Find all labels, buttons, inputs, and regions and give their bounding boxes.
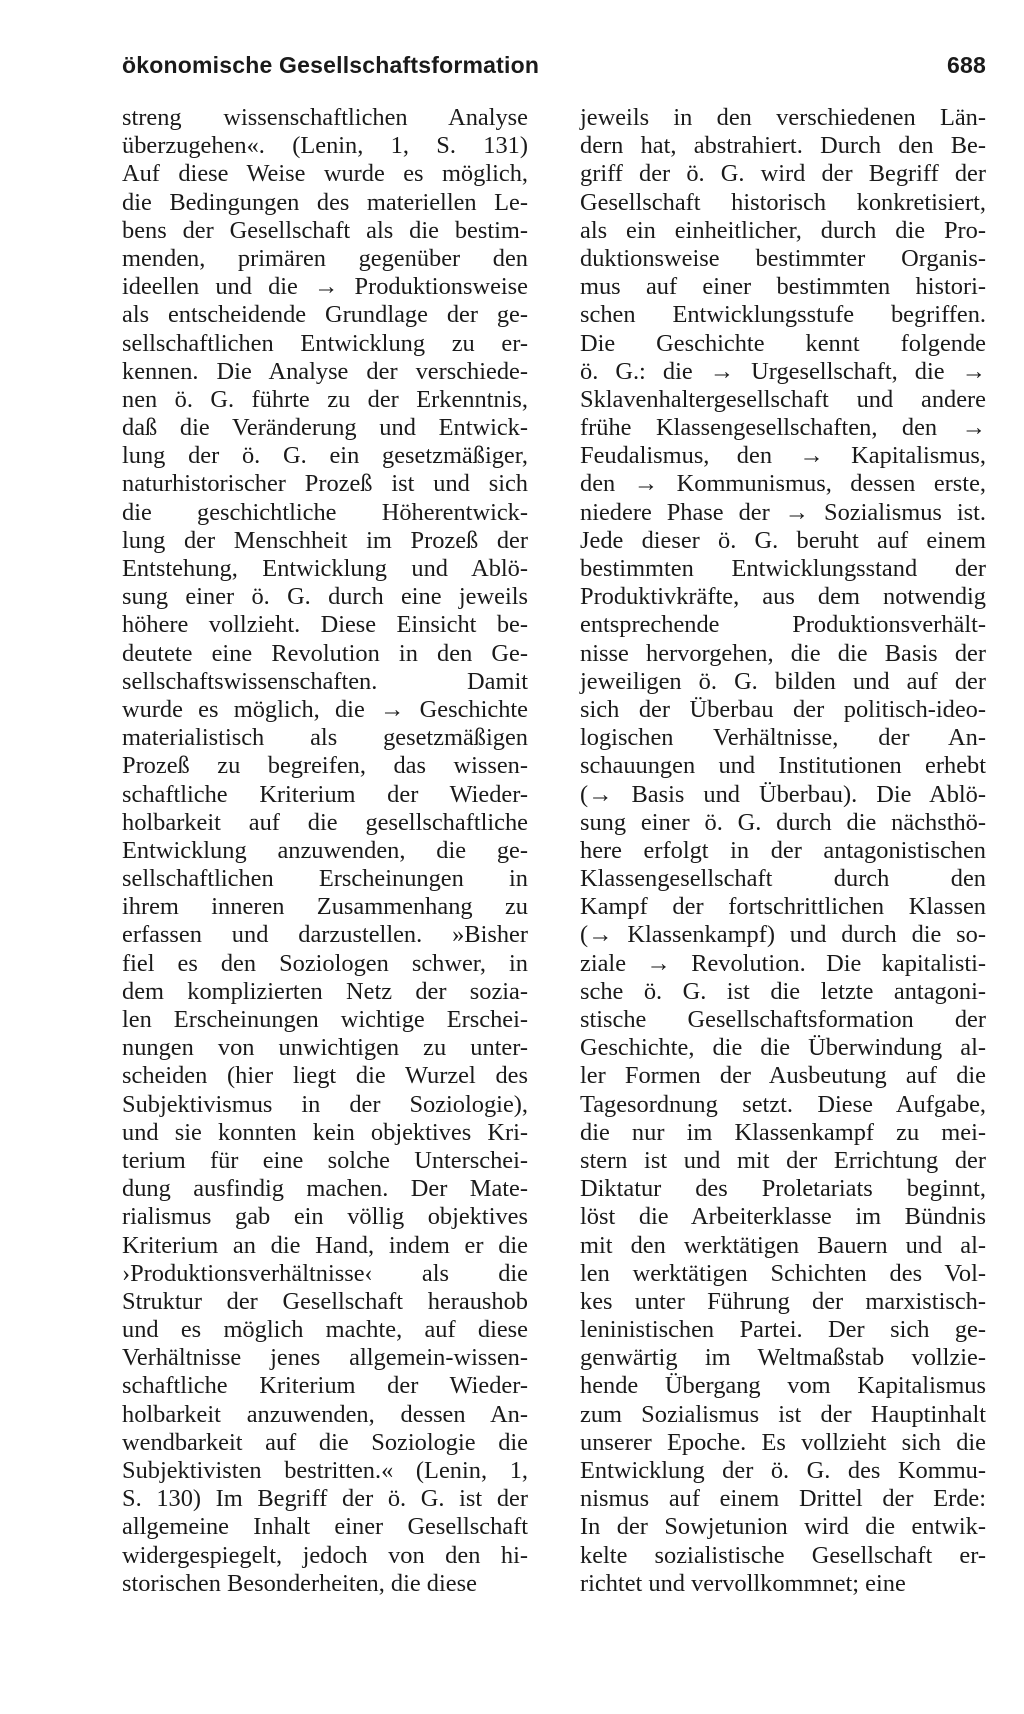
text-line: höhere vollzieht. Diese Einsicht be- (122, 611, 528, 639)
text-line: (→ Basis und Überbau). Die Ablö- (580, 780, 986, 808)
text-line: allgemeine Inhalt einer Gesellschaft (122, 1513, 528, 1541)
text-line: jeweils in den verschiedenen Län- (580, 104, 986, 131)
text-line: schaftliche Kriterium der Wieder- (122, 780, 528, 808)
text-line: jeweiligen ö. G. bilden und auf der (580, 667, 986, 695)
text-line: here erfolgt in der antagonistischen (580, 836, 986, 864)
text-line: ler Formen der Ausbeutung auf die (580, 1062, 986, 1090)
text-line: leninistischen Partei. Der sich ge- (580, 1316, 986, 1344)
text-line: Struktur der Gesellschaft heraushob (122, 1287, 528, 1315)
text-line: Entstehung, Entwicklung und Ablö- (122, 555, 528, 582)
text-line: sellschaftlichen Entwicklung zu er- (122, 329, 528, 357)
text-line: ideellen und die → Produktionsweise (122, 273, 528, 301)
text-line: entsprechende Produktionsverhält- (580, 611, 986, 639)
right-text-column (580, 104, 986, 1598)
text-line: sich der Überbau der politisch-ideo- (580, 695, 986, 723)
text-line: Kriterium an die Hand, indem er die (122, 1231, 528, 1259)
text-line: lung der Menschheit im Prozeß der (122, 526, 528, 554)
text-line: stische Gesellschaftsformation der (580, 1006, 986, 1033)
text-line: streng wissenschaftlichen Analyse (122, 104, 528, 131)
text-line: die nur im Klassenkampf zu mei- (580, 1118, 986, 1146)
text-line: die Bedingungen des materiellen Le- (122, 188, 528, 216)
text-line: Sklavenhaltergesellschaft und andere (580, 385, 986, 413)
text-line: Diktatur des Proletariats beginnt, (580, 1175, 986, 1203)
text-line: In der Sowjetunion wird die entwik- (580, 1513, 986, 1541)
text-line: und es möglich machte, auf diese (122, 1316, 528, 1344)
text-line: schauungen und Institutionen erhebt (580, 752, 986, 780)
text-line: Die Geschichte kennt folgende (580, 329, 986, 357)
text-line: erfassen und darzustellen. »Bisher (122, 921, 528, 949)
text-line: wendbarkeit auf die Soziologie die (122, 1428, 528, 1456)
text-line: niedere Phase der → Sozialismus ist. (580, 498, 986, 526)
text-line: materialistisch als gesetzmäßigen (122, 724, 528, 752)
text-line: ›Produktionsverhältnisse‹ als die (122, 1259, 528, 1287)
text-line: nungen von unwichtigen zu unter- (122, 1034, 528, 1062)
left-text-column (122, 104, 528, 1598)
text-line: frühe Klassengesellschaften, den → (580, 414, 986, 442)
text-line: Prozeß zu begreifen, das wissen- (122, 752, 528, 780)
text-line: Subjektivisten bestritten.« (Lenin, 1, (122, 1457, 528, 1484)
text-line: sellschaftlichen Erscheinungen in (122, 865, 528, 893)
text-line: mit den werktätigen Bauern und al- (580, 1231, 986, 1259)
text-line: stern ist und mit der Errichtung der (580, 1146, 986, 1174)
text-line: dern hat, abstrahiert. Durch den Be- (580, 132, 986, 160)
text-line: holbarkeit auf die gesellschaftliche (122, 808, 528, 836)
text-line: hende Übergang vom Kapitalismus (580, 1372, 986, 1400)
text-line: naturhistorischer Prozeß ist und sich (122, 470, 528, 498)
page-header (122, 52, 986, 88)
text-line: logischen Verhältnisse, der An- (580, 724, 986, 752)
text-line: als ein einheitlicher, durch die Pro- (580, 216, 986, 244)
text-line: storischen Besonderheiten, die diese (122, 1569, 477, 1597)
text-line: Jede dieser ö. G. beruht auf einem (580, 526, 986, 554)
text-line: ö. G.: die → Urgesellschaft, die → (580, 357, 986, 385)
text-line: Produktivkräfte, aus dem notwendig (580, 583, 986, 611)
text-line: duktionsweise bestimmter Organis- (580, 244, 986, 272)
text-line: nisse hervorgehen, die die Basis der (580, 639, 986, 667)
text-line: griff der ö. G. wird der Begriff der (580, 160, 986, 188)
text-line: bestimmten Entwicklungsstand der (580, 555, 986, 582)
text-line: den → Kommunismus, dessen erste, (580, 470, 986, 498)
text-line: deutete eine Revolution in den Ge- (122, 639, 528, 667)
text-line: ihrem inneren Zusammenhang zu (122, 893, 528, 921)
text-line: Gesellschaft historisch konkretisiert, (580, 188, 986, 216)
text-line: wurde es möglich, die → Geschichte (122, 695, 528, 723)
text-line: len Erscheinungen wichtige Erschei- (122, 1006, 528, 1033)
text-line: richtet und vervollkommnet; eine (580, 1569, 906, 1597)
text-line: lung der ö. G. ein gesetzmäßiger, (122, 442, 528, 470)
text-line: ziale → Revolution. Die kapitalisti- (580, 949, 986, 977)
text-line: len werktätigen Schichten des Vol- (580, 1259, 986, 1287)
text-line: Geschichte, die die Überwindung al- (580, 1034, 986, 1062)
text-line: terium für eine solche Unterschei- (122, 1146, 528, 1174)
text-line: sung einer ö. G. durch die nächsthö- (580, 808, 986, 836)
text-line: und sie konnten kein objektives Kri- (122, 1118, 528, 1146)
text-line: schaftliche Kriterium der Wieder- (122, 1372, 528, 1400)
text-line: Verhältnisse jenes allgemein-wissen- (122, 1344, 528, 1372)
text-line: Entwicklung der ö. G. des Kommu- (580, 1457, 986, 1484)
text-line: Auf diese Weise wurde es möglich, (122, 160, 528, 188)
text-line: bens der Gesellschaft als die bestim- (122, 216, 528, 244)
text-line: überzugehen«. (Lenin, 1, S. 131) (122, 132, 528, 160)
text-line: rialismus gab ein völlig objektives (122, 1203, 528, 1231)
text-line: dung ausfindig machen. Der Mate- (122, 1175, 528, 1203)
text-line: die geschichtliche Höherentwick- (122, 498, 528, 526)
text-line: S. 130) Im Begriff der ö. G. ist der (122, 1485, 528, 1513)
text-line: menden, primären gegenüber den (122, 244, 528, 272)
text-line: holbarkeit anzuwenden, dessen An- (122, 1400, 528, 1428)
text-line: nismus auf einem Drittel der Erde: (580, 1485, 986, 1513)
text-line: zum Sozialismus ist der Hauptinhalt (580, 1400, 986, 1428)
text-line: Entwicklung anzuwenden, die ge- (122, 836, 528, 864)
page-number: 688 (947, 52, 986, 78)
text-line: fiel es den Soziologen schwer, in (122, 949, 528, 977)
text-line: Subjektivismus in der Soziologie), (122, 1090, 528, 1118)
text-line: schen Entwicklungsstufe begriffen. (580, 301, 986, 329)
text-line: als entscheidende Grundlage der ge- (122, 301, 528, 329)
text-line: nen ö. G. führte zu der Erkenntnis, (122, 385, 528, 413)
text-line: genwärtig im Weltmaßstab vollzie- (580, 1344, 986, 1372)
text-line: Tagesordnung setzt. Diese Aufgabe, (580, 1090, 986, 1118)
text-line: sung einer ö. G. durch eine jeweils (122, 583, 528, 611)
text-line: mus auf einer bestimmten histori- (580, 273, 986, 301)
text-line: Feudalismus, den → Kapitalismus, (580, 442, 986, 470)
text-line: unserer Epoche. Es vollzieht sich die (580, 1428, 986, 1456)
text-line: kes unter Führung der marxistisch- (580, 1287, 986, 1315)
text-line: daß die Veränderung und Entwick- (122, 414, 528, 442)
text-line: Klassengesellschaft durch den (580, 865, 986, 893)
text-line: kennen. Die Analyse der verschiede- (122, 357, 528, 385)
text-line: Kampf der fortschrittlichen Klassen (580, 893, 986, 921)
text-line: kelte sozialistische Gesellschaft er- (580, 1541, 986, 1569)
text-line: sellschaftswissenschaften. Damit (122, 667, 528, 695)
text-line: dem komplizierten Netz der sozia- (122, 977, 528, 1005)
text-line: sche ö. G. ist die letzte antagoni- (580, 977, 986, 1005)
text-line: löst die Arbeiterklasse im Bündnis (580, 1203, 986, 1231)
text-line: (→ Klassenkampf) und durch die so- (580, 921, 986, 949)
text-line: widergespiegelt, jedoch von den hi- (122, 1541, 528, 1569)
text-line: scheiden (hier liegt die Wurzel des (122, 1062, 528, 1090)
running-head-title: ökonomische Gesellschaftsformation (122, 52, 540, 78)
